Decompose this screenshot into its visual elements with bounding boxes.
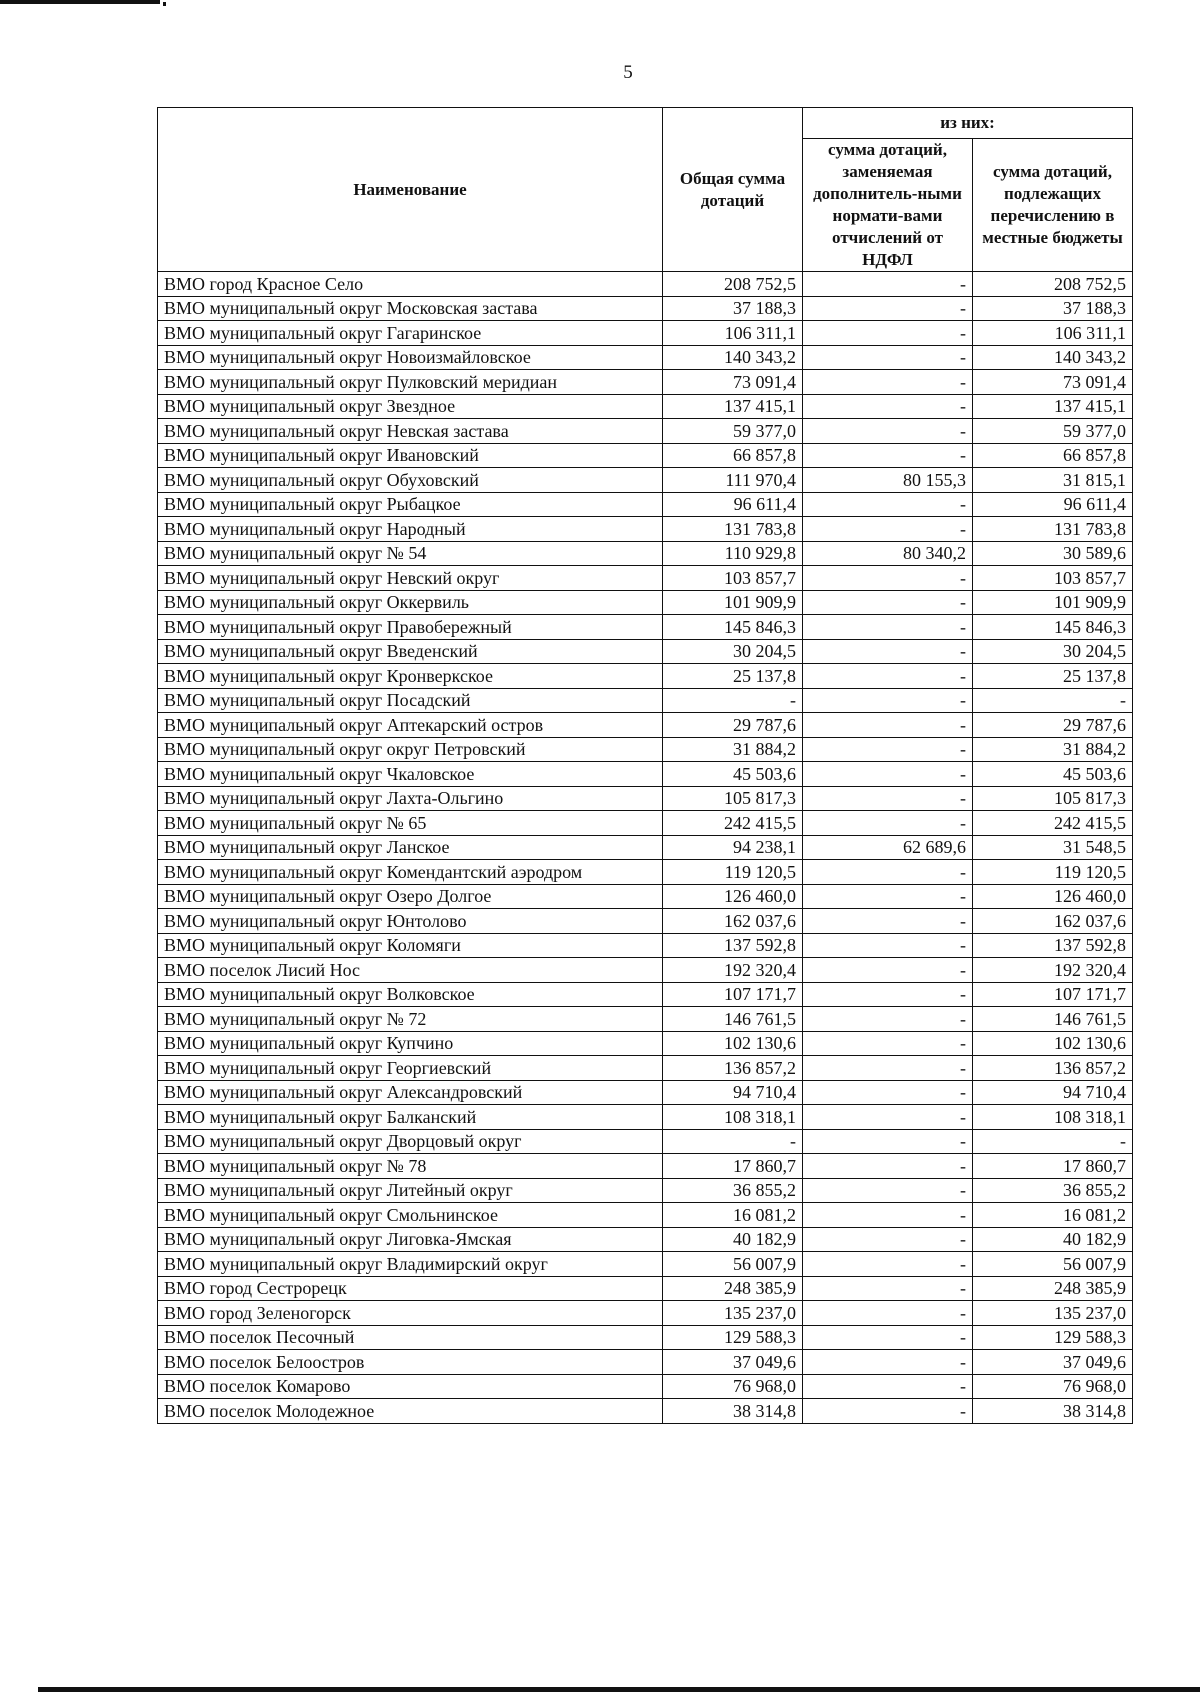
cell-replaced: 80 340,2 [803, 541, 973, 566]
cell-name: ВМО муниципальный округ Озеро Долгое [158, 884, 663, 909]
cell-name: ВМО муниципальный округ Ивановский [158, 443, 663, 468]
cell-total: 59 377,0 [663, 419, 803, 444]
cell-transfer: - [973, 1129, 1133, 1154]
cell-total: 110 929,8 [663, 541, 803, 566]
table-row [158, 1203, 1133, 1228]
cell-replaced: - [803, 639, 973, 664]
table-row [158, 713, 1133, 738]
cell-name: ВМО муниципальный округ Гагаринское [158, 321, 663, 346]
cell-replaced: - [803, 1350, 973, 1375]
cell-total: 16 081,2 [663, 1203, 803, 1228]
cell-name: ВМО муниципальный округ Народный [158, 517, 663, 542]
cell-transfer: 37 188,3 [973, 296, 1133, 321]
table-row [158, 688, 1133, 713]
table-row [158, 933, 1133, 958]
table-row [158, 1399, 1133, 1424]
cell-transfer: 136 857,2 [973, 1056, 1133, 1081]
cell-replaced: - [803, 321, 973, 346]
cell-transfer: 102 130,6 [973, 1031, 1133, 1056]
cell-transfer: 30 204,5 [973, 639, 1133, 664]
cell-name: ВМО муниципальный округ Московская застава [158, 296, 663, 321]
cell-total: 192 320,4 [663, 958, 803, 983]
cell-replaced: - [803, 590, 973, 615]
cell-transfer: 129 588,3 [973, 1325, 1133, 1350]
cell-transfer: 140 343,2 [973, 345, 1133, 370]
table-row [158, 1056, 1133, 1081]
cell-replaced: - [803, 737, 973, 762]
table-row [158, 1080, 1133, 1105]
cell-transfer: 107 171,7 [973, 982, 1133, 1007]
cell-transfer: 37 049,6 [973, 1350, 1133, 1375]
cell-replaced: - [803, 713, 973, 738]
cell-transfer: 103 857,7 [973, 566, 1133, 591]
cell-replaced: - [803, 566, 973, 591]
cell-name: ВМО муниципальный округ Правобережный [158, 615, 663, 640]
table-row [158, 884, 1133, 909]
cell-total: 106 311,1 [663, 321, 803, 346]
cell-replaced: - [803, 688, 973, 713]
cell-transfer: 126 460,0 [973, 884, 1133, 909]
cell-name: ВМО муниципальный округ Чкаловское [158, 762, 663, 787]
cell-total: 129 588,3 [663, 1325, 803, 1350]
cell-transfer: 56 007,9 [973, 1252, 1133, 1277]
cell-transfer: 135 237,0 [973, 1301, 1133, 1326]
cell-name: ВМО город Сестрорецк [158, 1276, 663, 1301]
cell-total: 45 503,6 [663, 762, 803, 787]
cell-name: ВМО поселок Песочный [158, 1325, 663, 1350]
table-row [158, 664, 1133, 689]
cell-name: ВМО муниципальный округ Посадский [158, 688, 663, 713]
cell-replaced: - [803, 1325, 973, 1350]
cell-name: ВМО поселок Комарово [158, 1374, 663, 1399]
cell-total: 137 415,1 [663, 394, 803, 419]
cell-name: ВМО муниципальный округ № 65 [158, 811, 663, 836]
table-row [158, 982, 1133, 1007]
table-row [158, 1129, 1133, 1154]
cell-transfer: 36 855,2 [973, 1178, 1133, 1203]
table-row [158, 615, 1133, 640]
cell-total: 103 857,7 [663, 566, 803, 591]
cell-total: 76 968,0 [663, 1374, 803, 1399]
table-row [158, 443, 1133, 468]
table-row [158, 1227, 1133, 1252]
cell-name: ВМО муниципальный округ Обуховский [158, 468, 663, 493]
table-row [158, 786, 1133, 811]
table-row [158, 1350, 1133, 1375]
cell-transfer: 242 415,5 [973, 811, 1133, 836]
cell-total: - [663, 688, 803, 713]
cell-name: ВМО город Красное Село [158, 272, 663, 297]
cell-total: 25 137,8 [663, 664, 803, 689]
top-edge-dot [163, 2, 166, 6]
table-row [158, 296, 1133, 321]
cell-transfer: 94 710,4 [973, 1080, 1133, 1105]
cell-transfer: 66 857,8 [973, 443, 1133, 468]
cell-name: ВМО муниципальный округ округ Петровский [158, 737, 663, 762]
cell-total: 37 049,6 [663, 1350, 803, 1375]
cell-name: ВМО муниципальный округ Ланское [158, 835, 663, 860]
cell-name: ВМО муниципальный округ Невская застава [158, 419, 663, 444]
cell-name: ВМО муниципальный округ Лиговка-Ямская [158, 1227, 663, 1252]
cell-name: ВМО муниципальный округ Юнтолово [158, 909, 663, 934]
header-total: Общая сумма дотаций [663, 108, 803, 272]
cell-transfer: 73 091,4 [973, 370, 1133, 395]
table-row [158, 590, 1133, 615]
cell-replaced: - [803, 419, 973, 444]
cell-replaced: - [803, 1203, 973, 1228]
cell-name: ВМО муниципальный округ Балканский [158, 1105, 663, 1130]
cell-total: 105 817,3 [663, 786, 803, 811]
cell-name: ВМО поселок Лисий Нос [158, 958, 663, 983]
cell-replaced: - [803, 982, 973, 1007]
cell-total: - [663, 1129, 803, 1154]
header-to-transfer: сумма дотаций, подлежащих перечислению в местные бюджеты [973, 139, 1133, 272]
cell-replaced: - [803, 933, 973, 958]
table-row [158, 1374, 1133, 1399]
table-row [158, 737, 1133, 762]
table-row [158, 517, 1133, 542]
cell-total: 208 752,5 [663, 272, 803, 297]
cell-replaced: - [803, 443, 973, 468]
cell-name: ВМО муниципальный округ Георгиевский [158, 1056, 663, 1081]
cell-replaced: - [803, 762, 973, 787]
table-row [158, 1252, 1133, 1277]
cell-replaced: - [803, 1276, 973, 1301]
table-row [158, 1105, 1133, 1130]
cell-name: ВМО муниципальный округ Дворцовый округ [158, 1129, 663, 1154]
cell-replaced: - [803, 272, 973, 297]
cell-replaced: - [803, 1374, 973, 1399]
cell-total: 146 761,5 [663, 1007, 803, 1032]
cell-transfer: 16 081,2 [973, 1203, 1133, 1228]
cell-total: 136 857,2 [663, 1056, 803, 1081]
table-row [158, 492, 1133, 517]
cell-total: 66 857,8 [663, 443, 803, 468]
cell-transfer: 76 968,0 [973, 1374, 1133, 1399]
cell-name: ВМО муниципальный округ Рыбацкое [158, 492, 663, 517]
cell-total: 73 091,4 [663, 370, 803, 395]
cell-name: ВМО муниципальный округ № 54 [158, 541, 663, 566]
cell-replaced: - [803, 370, 973, 395]
cell-name: ВМО муниципальный округ Смольнинское [158, 1203, 663, 1228]
cell-replaced: - [803, 909, 973, 934]
cell-replaced: - [803, 1129, 973, 1154]
cell-total: 31 884,2 [663, 737, 803, 762]
cell-total: 145 846,3 [663, 615, 803, 640]
cell-replaced: - [803, 958, 973, 983]
table-row [158, 639, 1133, 664]
cell-total: 40 182,9 [663, 1227, 803, 1252]
cell-replaced: 80 155,3 [803, 468, 973, 493]
subsidy-table [157, 107, 1133, 1424]
table-row [158, 394, 1133, 419]
cell-total: 30 204,5 [663, 639, 803, 664]
cell-name: ВМО муниципальный округ Александровский [158, 1080, 663, 1105]
cell-total: 108 318,1 [663, 1105, 803, 1130]
cell-total: 38 314,8 [663, 1399, 803, 1424]
cell-replaced: - [803, 1252, 973, 1277]
cell-replaced: - [803, 1105, 973, 1130]
table-row [158, 272, 1133, 297]
cell-transfer: 106 311,1 [973, 321, 1133, 346]
cell-replaced: - [803, 1056, 973, 1081]
cell-total: 94 710,4 [663, 1080, 803, 1105]
cell-replaced: - [803, 1178, 973, 1203]
cell-transfer: 145 846,3 [973, 615, 1133, 640]
cell-transfer: 31 548,5 [973, 835, 1133, 860]
cell-replaced: - [803, 786, 973, 811]
table-row [158, 958, 1133, 983]
cell-total: 17 860,7 [663, 1154, 803, 1179]
cell-name: ВМО муниципальный округ Коломяги [158, 933, 663, 958]
table-row [158, 1301, 1133, 1326]
cell-replaced: 62 689,6 [803, 835, 973, 860]
header-replaced-by-ndfl: сумма дотаций, заменяемая дополнитель-ными нормати-вами отчислений от НДФЛ [803, 139, 973, 272]
cell-replaced: - [803, 1301, 973, 1326]
cell-transfer: 131 783,8 [973, 517, 1133, 542]
cell-transfer: 25 137,8 [973, 664, 1133, 689]
cell-transfer: 101 909,9 [973, 590, 1133, 615]
table-row [158, 419, 1133, 444]
table-row [158, 811, 1133, 836]
cell-name: ВМО муниципальный округ Звездное [158, 394, 663, 419]
cell-total: 131 783,8 [663, 517, 803, 542]
cell-replaced: - [803, 492, 973, 517]
table-row [158, 1031, 1133, 1056]
cell-total: 37 188,3 [663, 296, 803, 321]
table-row [158, 1276, 1133, 1301]
cell-replaced: - [803, 1031, 973, 1056]
cell-total: 126 460,0 [663, 884, 803, 909]
header-name: Наименование [158, 108, 663, 272]
table-row [158, 541, 1133, 566]
cell-transfer: 38 314,8 [973, 1399, 1133, 1424]
cell-transfer: 137 415,1 [973, 394, 1133, 419]
cell-total: 107 171,7 [663, 982, 803, 1007]
table-row [158, 860, 1133, 885]
table-row [158, 345, 1133, 370]
cell-transfer: 137 592,8 [973, 933, 1133, 958]
cell-replaced: - [803, 615, 973, 640]
cell-replaced: - [803, 394, 973, 419]
cell-total: 96 611,4 [663, 492, 803, 517]
cell-name: ВМО муниципальный округ Комендантский аэродром [158, 860, 663, 885]
cell-transfer: 96 611,4 [973, 492, 1133, 517]
table-row [158, 566, 1133, 591]
table-row [158, 909, 1133, 934]
cell-transfer: 208 752,5 [973, 272, 1133, 297]
cell-name: ВМО муниципальный округ Пулковский меридиан [158, 370, 663, 395]
cell-transfer: 31 884,2 [973, 737, 1133, 762]
cell-total: 140 343,2 [663, 345, 803, 370]
cell-replaced: - [803, 1154, 973, 1179]
cell-transfer: 248 385,9 [973, 1276, 1133, 1301]
cell-replaced: - [803, 296, 973, 321]
cell-name: ВМО муниципальный округ Лахта-Ольгино [158, 786, 663, 811]
cell-transfer: - [973, 688, 1133, 713]
cell-transfer: 31 815,1 [973, 468, 1133, 493]
cell-replaced: - [803, 884, 973, 909]
cell-total: 242 415,5 [663, 811, 803, 836]
page-number: 5 [623, 62, 633, 83]
cell-total: 36 855,2 [663, 1178, 803, 1203]
cell-replaced: - [803, 860, 973, 885]
cell-name: ВМО муниципальный округ Оккервиль [158, 590, 663, 615]
cell-replaced: - [803, 811, 973, 836]
cell-total: 111 970,4 [663, 468, 803, 493]
cell-total: 29 787,6 [663, 713, 803, 738]
table-row [158, 835, 1133, 860]
table-row [158, 468, 1133, 493]
cell-name: ВМО муниципальный округ Волковское [158, 982, 663, 1007]
cell-total: 162 037,6 [663, 909, 803, 934]
cell-name: ВМО муниципальный округ Владимирский округ [158, 1252, 663, 1277]
cell-transfer: 40 182,9 [973, 1227, 1133, 1252]
cell-name: ВМО муниципальный округ Купчино [158, 1031, 663, 1056]
table-row [158, 1325, 1133, 1350]
cell-name: ВМО муниципальный округ № 72 [158, 1007, 663, 1032]
cell-transfer: 108 318,1 [973, 1105, 1133, 1130]
cell-total: 119 120,5 [663, 860, 803, 885]
table-row [158, 321, 1133, 346]
cell-transfer: 29 787,6 [973, 713, 1133, 738]
cell-name: ВМО муниципальный округ Невский округ [158, 566, 663, 591]
bottom-edge-line [38, 1687, 1200, 1692]
top-edge-mark [0, 0, 160, 4]
cell-transfer: 30 589,6 [973, 541, 1133, 566]
cell-replaced: - [803, 664, 973, 689]
cell-replaced: - [803, 345, 973, 370]
cell-replaced: - [803, 1007, 973, 1032]
cell-name: ВМО муниципальный округ Аптекарский остров [158, 713, 663, 738]
table-row [158, 1007, 1133, 1032]
cell-transfer: 162 037,6 [973, 909, 1133, 934]
cell-transfer: 105 817,3 [973, 786, 1133, 811]
cell-total: 135 237,0 [663, 1301, 803, 1326]
cell-replaced: - [803, 517, 973, 542]
table-row [158, 1154, 1133, 1179]
cell-name: ВМО муниципальный округ Введенский [158, 639, 663, 664]
cell-name: ВМО город Зеленогорск [158, 1301, 663, 1326]
cell-total: 102 130,6 [663, 1031, 803, 1056]
table-row [158, 370, 1133, 395]
cell-transfer: 192 320,4 [973, 958, 1133, 983]
cell-transfer: 146 761,5 [973, 1007, 1133, 1032]
cell-name: ВМО муниципальный округ Кронверкское [158, 664, 663, 689]
cell-name: ВМО поселок Белоостров [158, 1350, 663, 1375]
cell-transfer: 45 503,6 [973, 762, 1133, 787]
cell-total: 94 238,1 [663, 835, 803, 860]
table-body [158, 272, 1133, 1424]
cell-name: ВМО муниципальный округ Новоизмайловское [158, 345, 663, 370]
cell-transfer: 17 860,7 [973, 1154, 1133, 1179]
table-row [158, 1178, 1133, 1203]
cell-total: 248 385,9 [663, 1276, 803, 1301]
cell-transfer: 119 120,5 [973, 860, 1133, 885]
cell-total: 56 007,9 [663, 1252, 803, 1277]
cell-total: 101 909,9 [663, 590, 803, 615]
cell-replaced: - [803, 1227, 973, 1252]
table-row [158, 762, 1133, 787]
cell-replaced: - [803, 1080, 973, 1105]
cell-transfer: 59 377,0 [973, 419, 1133, 444]
cell-name: ВМО муниципальный округ Литейный округ [158, 1178, 663, 1203]
cell-name: ВМО муниципальный округ № 78 [158, 1154, 663, 1179]
header-of-which: из них: [803, 108, 1133, 139]
cell-replaced: - [803, 1399, 973, 1424]
cell-name: ВМО поселок Молодежное [158, 1399, 663, 1424]
cell-total: 137 592,8 [663, 933, 803, 958]
